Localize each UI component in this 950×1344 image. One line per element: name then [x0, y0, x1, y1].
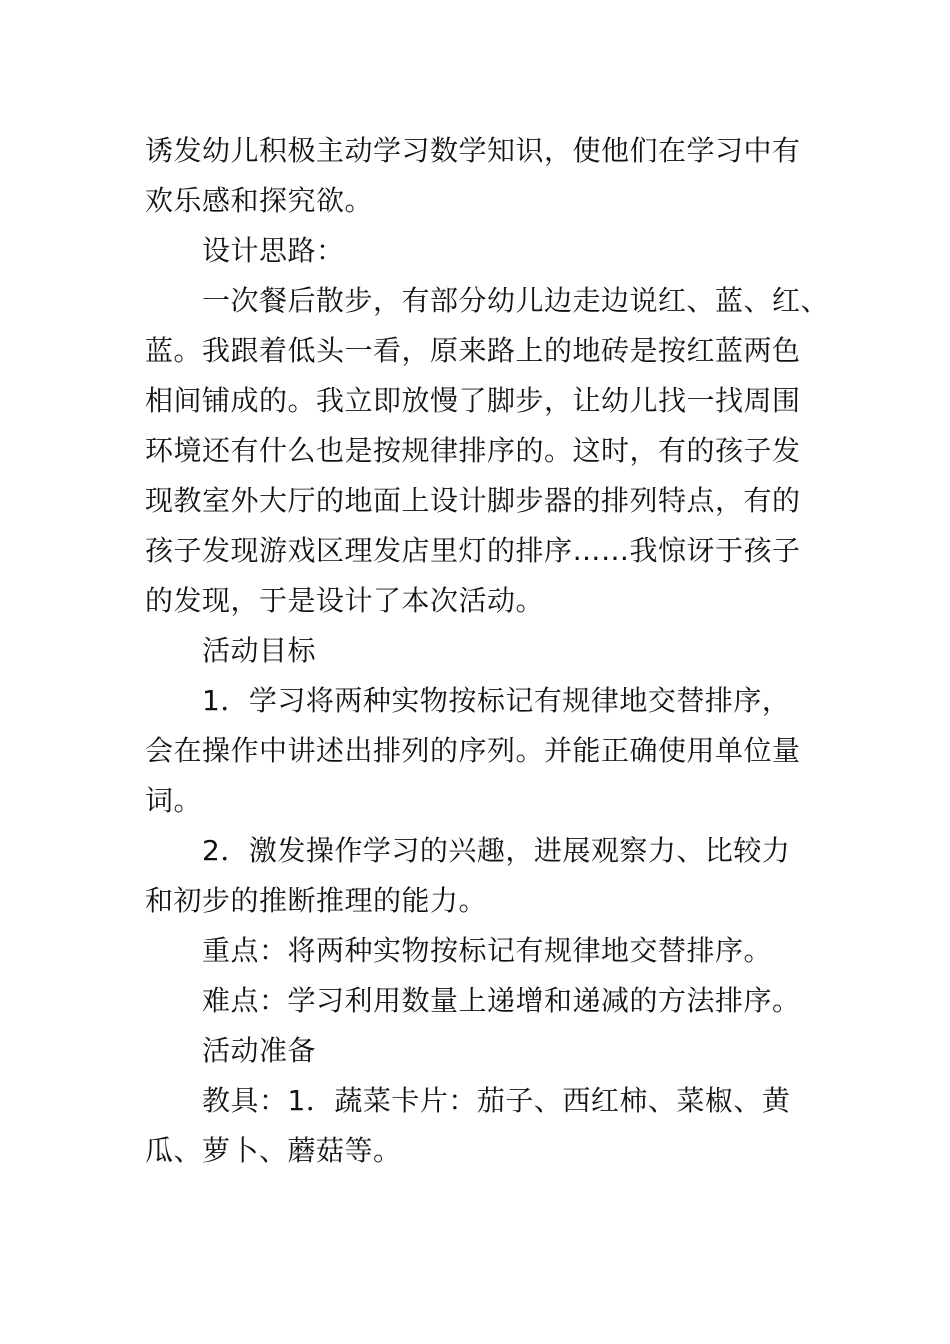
paragraph-line: 诱发幼儿积极主动学习数学知识，使他们在学习中有 [145, 134, 801, 167]
paragraph-line: 2．激发操作学习的兴趣，进展观察力、比较力 [202, 834, 791, 867]
paragraph-line: 教具：1．蔬菜卡片：茄子、西红柿、菜椒、黄 [202, 1084, 791, 1117]
paragraph-line: 瓜、萝卜、蘑菇等。 [145, 1134, 402, 1167]
paragraph-line: 词。 [145, 784, 203, 817]
paragraph-line: 1．学习将两种实物按标记有规律地交替排序， [202, 684, 791, 717]
paragraph-line: 现教室外大厅的地面上设计脚步器的排列特点，有的 [145, 484, 801, 517]
paragraph-line: 蓝。我跟着低头一看，原来路上的地砖是按红蓝两色 [145, 334, 801, 367]
section-heading: 活动目标 [202, 634, 317, 667]
paragraph-line: 一次餐后散步，有部分幼儿边走边说红、蓝、红、 [202, 284, 830, 317]
paragraph-line: 环境还有什么也是按规律排序的。这时，有的孩子发 [145, 434, 801, 467]
paragraph-line: 会在操作中讲述出排列的序列。并能正确使用单位量 [145, 734, 801, 767]
paragraph-line: 孩子发现游戏区理发店里灯的排序……我惊讶于孩子 [145, 534, 801, 567]
paragraph-line: 欢乐感和探究欲。 [145, 184, 374, 217]
paragraph-line: 重点：将两种实物按标记有规律地交替排序。 [202, 934, 773, 967]
section-heading: 设计思路： [202, 234, 345, 267]
paragraph-line: 相间铺成的。我立即放慢了脚步，让幼儿找一找周围 [145, 384, 801, 417]
paragraph-line: 难点：学习利用数量上递增和递减的方法排序。 [202, 984, 801, 1017]
paragraph-line: 的发现，于是设计了本次活动。 [145, 584, 545, 617]
paragraph-line: 和初步的推断推理的能力。 [145, 884, 488, 917]
section-heading: 活动准备 [202, 1034, 317, 1067]
